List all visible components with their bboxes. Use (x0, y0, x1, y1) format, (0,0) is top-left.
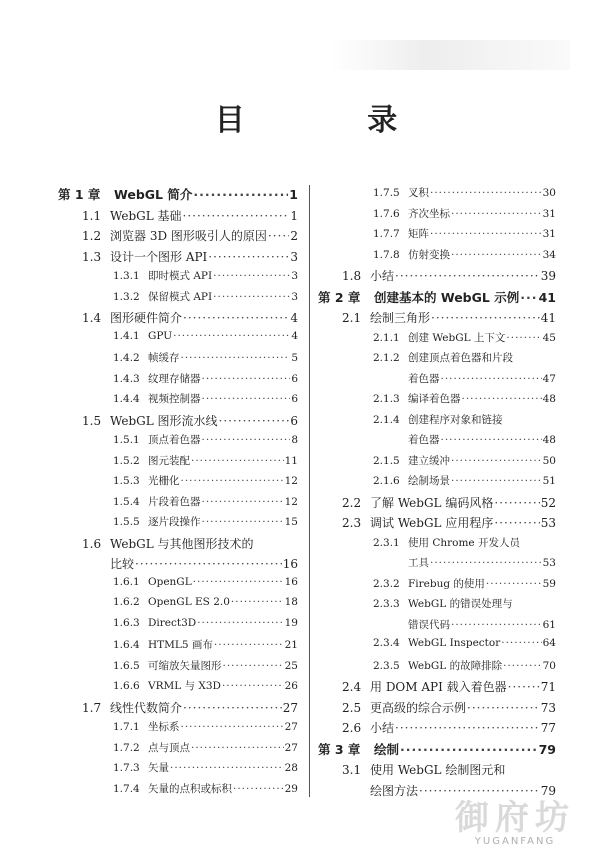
toc-entry (318, 330, 556, 351)
toc-entry-title: WebGL 与其他图形技术的 (110, 536, 254, 551)
toc-entry-number: 1.5.2 (113, 454, 140, 467)
toc-leader-dots (520, 290, 537, 305)
toc-entry-page: 16 (284, 575, 298, 588)
toc-entry (58, 596, 298, 617)
toc-entry-page: 2 (290, 229, 298, 243)
toc-entry-number: 3.1 (342, 763, 362, 777)
toc-entry-number: 2.1.6 (373, 475, 400, 487)
toc-leader-dots (219, 414, 290, 428)
toc-entry-title: 小结 (370, 269, 395, 283)
toc-entry-number: 1.7.2 (113, 741, 140, 754)
toc-entry-number: 1.7.5 (373, 187, 400, 199)
toc-entry (58, 617, 298, 638)
toc-leader-dots (503, 660, 542, 672)
toc-entry-number: 2.1.3 (373, 393, 400, 405)
toc-entry (318, 206, 556, 227)
toc-leader-dots (501, 637, 541, 649)
toc-entry-page: 27 (284, 721, 298, 733)
toc-entry (58, 350, 298, 371)
toc-entry-page: 12 (284, 475, 298, 487)
toc-entry-number: 1.4.1 (113, 329, 140, 342)
toc-entry-title: GPU (148, 329, 173, 342)
toc-entry (318, 391, 556, 412)
toc-entry-title: 建立缓冲 (408, 454, 450, 467)
toc-leader-dots (170, 762, 284, 774)
toc-entry-title: 创建程序对象和链接 (408, 413, 503, 426)
toc-entry-page: 28 (284, 762, 298, 774)
toc-entry-page: 31 (542, 228, 556, 240)
toc-entry (58, 371, 298, 392)
toc-entry (318, 371, 556, 392)
toc-entry-title: 绘制三角形 (370, 311, 431, 325)
toc-entry-title: 错误代码 (408, 618, 450, 631)
toc-entry-page: 70 (542, 659, 556, 672)
toc-entry-number: 第 1 章 (58, 187, 101, 202)
toc-entry-title: 光栅化 (148, 475, 180, 487)
toc-entry-title: 顶点着色器 (148, 434, 201, 446)
toc-entry-number: 1.6.2 (113, 596, 140, 608)
toc-entry (58, 576, 298, 597)
scan-smudge (330, 40, 570, 70)
toc-entry-title: 矩阵 (408, 228, 429, 240)
toc-leader-dots (193, 187, 288, 202)
toc-entry-number: 1.3.1 (113, 270, 140, 282)
toc-entry-number: 1.4.2 (113, 352, 140, 364)
toc-entry-number: 2.3.5 (373, 659, 400, 672)
toc-entry (58, 453, 298, 474)
toc-leader-dots (193, 576, 284, 588)
toc-leader-dots (191, 455, 284, 467)
toc-leader-dots (430, 557, 542, 569)
toc-entry (318, 699, 556, 720)
toc-entry-page: 61 (542, 618, 556, 631)
toc-entry (318, 658, 556, 679)
toc-entry-title: 使用 Chrome 开发人员 (408, 536, 520, 549)
toc-entry-page: 77 (540, 721, 556, 735)
toc-entry-title: 线性代数简介 (110, 700, 183, 715)
watermark-text: YUGANFANG (474, 836, 556, 847)
toc-entry-page: 1 (290, 208, 298, 223)
toc-entry (318, 719, 556, 740)
toc-entry-number: 1.5.3 (113, 475, 140, 487)
toc-entry-page: 4 (291, 329, 298, 342)
toc-entry-number: 1.7.8 (373, 248, 400, 261)
toc-entry-number: 1.5.4 (113, 495, 140, 508)
toc-entry-page: 27 (284, 741, 298, 754)
toc-entry-title: 矢量的点积或标积 (148, 782, 232, 795)
toc-entry-number: 第 3 章 (318, 741, 361, 757)
toc-leader-dots (197, 617, 283, 629)
toc-entry-title: 点与顶点 (148, 741, 190, 754)
toc-entry-page: 6 (290, 413, 298, 428)
toc-entry-page: 26 (284, 680, 298, 692)
toc-leader-dots (462, 393, 542, 405)
toc-leader-dots (430, 187, 542, 199)
toc-leader-dots (395, 269, 540, 283)
toc-entry-page: 39 (540, 269, 556, 283)
toc-entry-page: 11 (284, 454, 298, 467)
toc-leader-dots (135, 557, 282, 571)
toc-entry (58, 760, 298, 781)
toc-entry-page: 1 (289, 187, 298, 202)
toc-entry-page: 25 (284, 659, 298, 672)
toc-leader-dots (400, 742, 538, 757)
toc-entry (58, 719, 298, 740)
toc-entry-title: 着色器 (408, 434, 440, 446)
toc-entry-number: 1.6 (82, 536, 102, 551)
toc-entry-title: OpenGL ES 2.0 (148, 596, 230, 608)
toc-entry-title: OpenGL (148, 575, 192, 588)
toc-leader-dots (441, 373, 542, 385)
toc-leader-dots (494, 516, 539, 530)
toc-leader-dots (183, 311, 289, 325)
toc-entry-page: 27 (282, 700, 298, 715)
toc-entry-title: HTML5 画布 (148, 639, 213, 651)
toc-entry (318, 576, 556, 597)
toc-entry-title: 视频控制器 (148, 393, 201, 405)
toc-entry-page: 79 (538, 741, 556, 757)
toc-entry-title: 着色器 (408, 372, 440, 385)
toc-entry-page: 3 (290, 249, 298, 264)
toc-leader-dots (451, 475, 542, 487)
toc-left-column (58, 185, 298, 801)
toc-entry-page: 48 (542, 434, 556, 446)
toc-leader-dots (213, 270, 290, 282)
toc-leader-dots (202, 373, 291, 385)
toc-entry-title: 了解 WebGL 编码风格 (370, 495, 494, 510)
toc-entry-number: 1.7.4 (113, 782, 140, 795)
toc-entry-page: 12 (284, 495, 298, 508)
toc-entry-number: 第 2 章 (318, 289, 361, 305)
toc-entry-number: 1.1 (82, 208, 102, 223)
toc-entry-title: 创建顶点着色器和片段 (408, 352, 513, 364)
toc-entry (318, 432, 556, 453)
toc-entry-title: 即时模式 API (148, 270, 213, 282)
toc-entry-title: 用 DOM API 载入着色器 (370, 680, 507, 694)
toc-entry-page: 15 (284, 516, 298, 528)
toc-entry (58, 555, 298, 576)
toc-entry (58, 309, 298, 330)
toc-entry-title: WebGL 简介 (114, 187, 193, 202)
toc-entry-page: 48 (542, 393, 556, 405)
toc-entry-number: 1.3 (82, 249, 102, 264)
toc-entry (318, 247, 556, 268)
toc-leader-dots (181, 721, 284, 733)
toc-entry-number: 1.5.5 (113, 516, 140, 528)
toc-entry-title: WebGL 的错误处理与 (408, 598, 513, 610)
toc-entry (58, 432, 298, 453)
toc-entry-title: 绘图方法 (370, 783, 419, 798)
toc-leader-dots (430, 228, 542, 240)
toc-entry-title: WebGL 基础 (110, 208, 182, 223)
toc-entry-title: 设计一个图形 API (110, 249, 208, 264)
toc-entry (58, 227, 298, 248)
toc-leader-dots (181, 352, 291, 364)
toc-entry-number: 1.6.1 (113, 575, 140, 588)
toc-entry-title: Direct3D (148, 616, 197, 629)
toc-entry-page: 29 (284, 782, 298, 795)
toc-entry (58, 658, 298, 679)
toc-entry-page: 45 (542, 331, 556, 344)
toc-entry-title: 叉积 (408, 187, 429, 199)
toc-entry-page: 52 (540, 495, 556, 510)
toc-entry (58, 678, 298, 699)
toc-entry (318, 453, 556, 474)
toc-entry (318, 309, 556, 330)
toc-leader-dots (467, 701, 540, 715)
toc-entry (58, 391, 298, 412)
watermark (430, 790, 600, 856)
toc-entry-title: 坐标系 (148, 721, 180, 733)
toc-entry (318, 494, 556, 515)
toc-entry (318, 226, 556, 247)
toc-entry-page: 19 (284, 616, 298, 629)
toc-entry-title: 仿射变换 (408, 248, 450, 261)
toc-entry (318, 185, 556, 206)
toc-entry-page: 50 (542, 454, 556, 467)
toc-entry-number: 2.1.5 (373, 454, 400, 467)
toc-entry (318, 596, 556, 617)
toc-entry-number: 1.6.6 (113, 680, 140, 692)
toc-entry-page: 59 (542, 577, 556, 590)
toc-leader-dots (208, 250, 289, 264)
toc-entry-number: 1.7.7 (373, 228, 400, 240)
toc-entry-number: 2.6 (342, 721, 362, 735)
toc-entry-title: 创建基本的 WebGL 示例 (374, 289, 520, 305)
toc-leader-dots (441, 434, 542, 446)
toc-entry (318, 740, 556, 762)
toc-entry (58, 494, 298, 515)
toc-entry (318, 267, 556, 288)
toc-leader-dots (508, 680, 540, 694)
toc-leader-dots (202, 496, 284, 508)
toc-leader-dots (451, 619, 542, 631)
toc-entry-title: 使用 WebGL 绘制图元和 (370, 763, 506, 777)
toc-entry-number: 1.3.2 (113, 290, 140, 303)
toc-entry-page: 3 (291, 290, 298, 303)
toc-leader-dots (202, 434, 291, 446)
toc-entry-page: 51 (542, 475, 556, 487)
toc-entry (58, 248, 298, 269)
toc-entry (318, 288, 556, 310)
toc-entry-title: 工具 (408, 557, 429, 569)
toc-entry-page: 16 (282, 557, 298, 571)
watermark-logo: 御府坊 (455, 798, 575, 838)
toc-entry-title: 编译着色器 (408, 393, 461, 405)
toc-leader-dots (395, 721, 540, 735)
toc-entry (58, 535, 298, 556)
toc-entry-page: 41 (540, 311, 556, 325)
toc-entry-page: 6 (291, 372, 298, 385)
toc-leader-dots (173, 330, 290, 342)
toc-entry (318, 473, 556, 494)
toc-leader-dots (213, 291, 290, 303)
toc-entry-number: 2.5 (342, 700, 362, 715)
toc-leader-dots (202, 516, 284, 528)
toc-entry (58, 207, 298, 228)
toc-entry-number: 1.7.3 (113, 762, 140, 774)
toc-entry (318, 678, 556, 699)
toc-entry (58, 699, 298, 720)
toc-entry-title: VRML 与 X3D (148, 680, 221, 692)
toc-entry-number: 1.8 (342, 269, 362, 283)
toc-right-column (318, 185, 556, 802)
toc-leader-dots (191, 742, 284, 754)
toc-entry-number: 2.3 (342, 516, 362, 530)
column-divider (309, 185, 310, 797)
toc-entry-number: 2.1.4 (373, 413, 400, 426)
toc-entry-title: 逐片段操作 (148, 516, 201, 528)
toc-entry-title: 图形硬件简介 (110, 311, 183, 325)
toc-entry-title: Firebug 的使用 (408, 577, 485, 590)
toc-entry-number: 2.1.2 (373, 352, 400, 364)
toc-entry (318, 535, 556, 556)
toc-entry-page: 41 (538, 289, 556, 305)
toc-entry-page: 73 (540, 700, 556, 715)
toc-entry-page: 53 (542, 557, 556, 569)
toc-leader-dots (202, 393, 291, 405)
toc-entry-number: 1.6.3 (113, 616, 140, 629)
toc-entry (58, 514, 298, 535)
toc-entry-number: 1.4.3 (113, 372, 140, 385)
toc-entry (318, 637, 556, 658)
toc-leader-dots (223, 660, 284, 672)
toc-entry-page: 30 (542, 187, 556, 199)
toc-entry-number: 1.7 (82, 700, 102, 715)
page-title: 目 录 (214, 103, 454, 138)
toc-entry-number: 2.1.1 (373, 331, 400, 344)
toc-leader-dots (494, 496, 539, 510)
toc-entry (58, 473, 298, 494)
toc-entry (318, 761, 556, 782)
toc-entry-title: 比较 (110, 557, 135, 571)
toc-entry-title: WebGL 图形流水线 (110, 413, 218, 428)
toc-entry (318, 617, 556, 638)
toc-entry-number: 2.4 (342, 680, 362, 694)
toc-leader-dots (222, 680, 284, 692)
toc-entry (58, 330, 298, 351)
toc-entry-page: 71 (540, 680, 556, 694)
toc-entry-page: 21 (284, 639, 298, 651)
toc-entry-page: 6 (291, 393, 298, 405)
toc-entry-number: 2.3.1 (373, 536, 400, 549)
toc-entry (318, 555, 556, 576)
toc-entry-title: 绘制场景 (408, 475, 450, 487)
toc-entry (318, 514, 556, 535)
toc-entry-number: 2.3.2 (373, 577, 400, 590)
toc-leader-dots (451, 249, 542, 261)
toc-leader-dots (506, 332, 541, 344)
toc-leader-dots (486, 578, 542, 590)
toc-entry-number: 1.2 (82, 229, 102, 243)
toc-entry-number: 1.4 (82, 311, 102, 325)
toc-entry-title: 矢量 (148, 762, 169, 774)
toc-entry-page: 53 (540, 516, 556, 530)
toc-entry-title: 绘制 (374, 741, 400, 757)
toc-entry-title: 帧缓存 (148, 352, 180, 364)
toc-entry (58, 268, 298, 289)
toc-leader-dots (233, 783, 284, 795)
toc-leader-dots (431, 311, 540, 325)
toc-entry-title: 调试 WebGL 应用程序 (370, 516, 494, 530)
toc-entry-page: 8 (291, 434, 298, 446)
toc-leader-dots (451, 455, 542, 467)
toc-entry (58, 781, 298, 802)
toc-entry-title: 更高级的综合示例 (370, 700, 467, 715)
toc-entry-title: 图元装配 (148, 454, 190, 467)
toc-entry-number: 2.2 (342, 495, 362, 510)
toc-entry-title: WebGL 的故障排除 (408, 659, 503, 672)
toc-entry-number: 2.3.3 (373, 598, 400, 610)
toc-leader-dots (183, 209, 290, 223)
toc-entry-number: 1.6.5 (113, 659, 140, 672)
toc-entry-page: 34 (542, 248, 556, 261)
toc-entry-title: WebGL Inspector (408, 637, 501, 649)
toc-leader-dots (183, 701, 282, 715)
toc-entry (58, 740, 298, 761)
toc-entry-title: 可缩放矢量图形 (148, 659, 222, 672)
toc-entry-title: 创建 WebGL 上下文 (408, 331, 506, 344)
toc-entry (58, 412, 298, 433)
toc-entry-page: 79 (540, 783, 556, 798)
toc-entry-title: 小结 (370, 721, 395, 735)
toc-entry (58, 185, 298, 207)
toc-entry-number: 1.6.4 (113, 639, 140, 651)
toc-leader-dots (451, 208, 542, 220)
toc-entry-title: 片段着色器 (148, 495, 201, 508)
toc-entry-title: 纹理存储器 (148, 372, 201, 385)
toc-entry-page: 64 (542, 637, 556, 649)
toc-entry-title: 浏览器 3D 图形吸引人的原因 (110, 229, 267, 243)
toc-leader-dots (214, 639, 284, 651)
toc-entry-page: 47 (542, 372, 556, 385)
toc-leader-dots (231, 596, 284, 608)
toc-entry (58, 289, 298, 310)
toc-entry-number: 2.3.4 (373, 637, 400, 649)
toc-entry-page: 4 (290, 311, 298, 325)
toc-entry-page: 3 (291, 270, 298, 282)
toc-entry-page: 31 (542, 207, 556, 220)
toc-entry-page: 5 (291, 352, 298, 364)
toc-entry (318, 412, 556, 433)
toc-entry-number: 1.7.6 (373, 207, 400, 220)
toc-entry-title: 保留模式 API (148, 290, 213, 303)
toc-entry-number: 1.4.4 (113, 393, 140, 405)
toc-entry-number: 1.7.1 (113, 721, 140, 733)
toc-entry-title: 齐次坐标 (408, 207, 450, 220)
toc-entry (318, 350, 556, 371)
toc-entry-number: 1.5 (82, 413, 102, 428)
toc-entry-number: 2.1 (342, 311, 362, 325)
toc-entry-page: 18 (284, 596, 298, 608)
toc-leader-dots (181, 475, 284, 487)
toc-entry-number: 1.5.1 (113, 434, 140, 446)
toc-entry (58, 637, 298, 658)
toc-leader-dots (268, 229, 289, 243)
